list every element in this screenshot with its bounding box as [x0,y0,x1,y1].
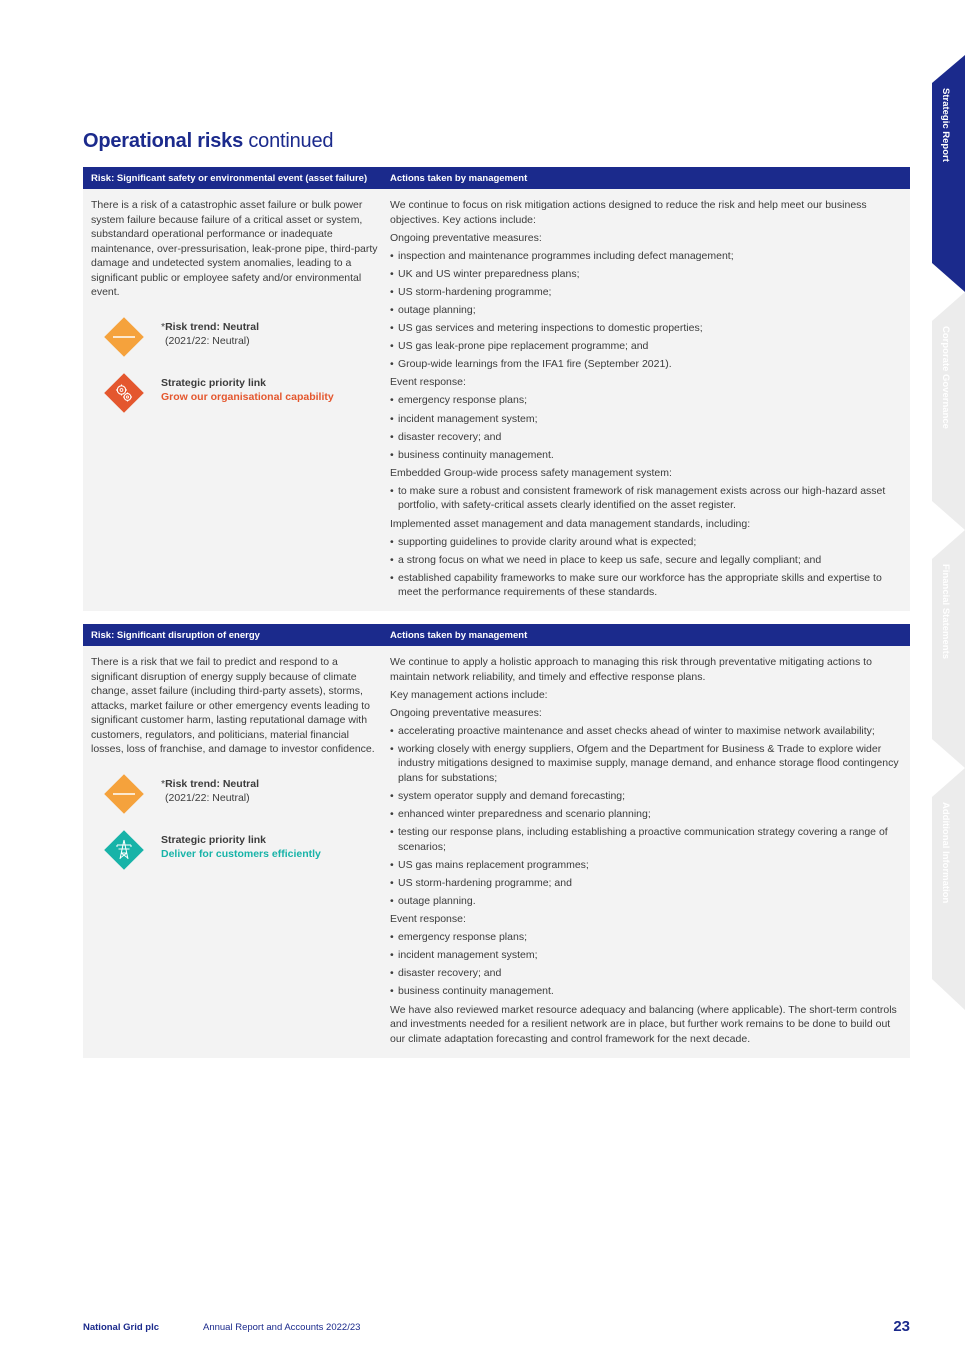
page-number: 23 [893,1318,910,1335]
footer-report-title: Annual Report and Accounts 2022/23 [203,1322,361,1333]
risk-trend-asterisk: * [161,320,166,333]
strategic-priority-heading: Strategic priority link [161,833,267,846]
risk-header-right: Actions taken by management [390,629,528,641]
action-text: We continue to focus on risk mitigation actions designed to reduce the risk and help meet our business objectives. Key actions include: [390,199,867,226]
risk-trend-previous: (2021/22: Neutral) [165,335,250,347]
risk-trend-asterisk: * [161,777,166,790]
action-text: Key management actions include: [390,688,548,701]
action-bullet: • incident management system; [390,948,902,963]
action-text: Embedded Group-wide process safety management system: [390,466,672,479]
risk-trend-label [161,777,259,806]
action-text: We have also reviewed market resource adequacy and balancing (where applicable). The short-term controls and investments needed for a resilient network are in place, but further work remains to be done to build out our climate adaptation forecasting and control framework for the next decade. [390,1003,897,1045]
action-bullet: • business continuity management. [390,984,902,999]
action-bullet: • US gas leak-prone pipe replacement programme; and [390,339,902,354]
strategic-priority-value: Deliver for customers efficiently [161,848,321,860]
strategic-priority-label [161,376,334,405]
action-bullet: • emergency response plans; [390,930,902,945]
action-bullet: • outage planning. [390,894,902,909]
strategic-priority-badge [91,370,382,416]
action-bullet: • US gas mains replacement programmes; [390,858,902,873]
strategic-priority-label [161,833,321,862]
risk-description-column [83,646,390,1058]
action-bullet: • incident management system; [390,412,902,427]
page-title [83,130,333,153]
risk-header-left: Risk: Significant disruption of energy [91,629,260,641]
action-bullet: • system operator supply and demand forecasting; [390,789,902,804]
risk-trend-text: Risk trend: Neutral [165,777,260,790]
risk-description: There is a risk that we fail to predict and respond to a significant disruption of energy supply because of climate change, asset failure (including third-party assets), storms, attacks, market failure or other emergency events leading to significant customer harm, lasting reputational damage with customers, regulators, and politicians, material financial losses, loss of franchise, and damage to investor confidence. [91,656,375,755]
neutral-trend-icon [101,314,145,358]
risk-trend-badge [91,771,382,817]
strategic-priority-value: Grow our organisational capability [161,391,334,403]
action-bullet: • emergency response plans; [390,393,902,408]
action-bullet: • US storm-hardening programme; and [390,876,902,891]
action-text: We continue to apply a holistic approach to managing this risk through preventative mitigating actions to maintain network reliability, and timely and effective response plans. [390,656,872,683]
strategic-priority-badge [91,827,382,873]
sidebar-label-additional-information[interactable]: Additional Information [940,802,951,904]
actions-column [390,189,910,611]
action-bullet: • disaster recovery; and [390,966,902,981]
risk-table-header [83,167,910,189]
page-title-strong: Operational risks [83,130,243,152]
risk-header-left: Risk: Significant safety or environmental event (asset failure) [91,172,368,184]
sidebar-label-corporate-governance[interactable]: Corporate Governance [940,326,951,429]
action-text: Ongoing preventative measures: [390,231,542,244]
action-bullet: • US storm-hardening programme; [390,285,902,300]
action-text: Event response: [390,913,466,926]
risk-trend-label [161,320,259,349]
gears-icon [101,370,145,414]
action-bullet: • US gas services and metering inspections to domestic properties; [390,321,902,336]
action-text: Ongoing preventative measures: [390,706,542,719]
action-bullet: • inspection and maintenance programmes including defect management; [390,249,902,264]
actions-column [390,646,910,1058]
action-bullet: • a strong focus on what we need in place to keep us safe, secure and legally compliant; and [390,553,902,568]
sidebar-label-strategic-report[interactable]: Strategic Report [940,88,951,162]
risk-description-column [83,189,390,611]
strategic-priority-heading: Strategic priority link [161,376,267,389]
action-bullet: • testing our response plans, including establishing a proactive communication strategy covering a range of scenarios; [390,825,902,854]
action-bullet: • to make sure a robust and consistent framework of risk management exists across our high-hazard asset portfolio, with safety-critical assets clearly identified on the asset register. [390,484,902,513]
page-title-rest: continued [243,130,334,152]
risk-table-header [83,624,910,646]
risk-description: There is a risk of a catastrophic asset failure or bulk power system failure because failure of a critical asset or system, substandard operational performance or inadequate maintenance, over-pressurisation, leak-prone pipe, third-party damage and undetected system anomalies, leading to a significant public or employee safety and/or environmental event. [91,199,378,298]
action-bullet: • business continuity management. [390,448,902,463]
action-bullet: • outage planning; [390,303,902,318]
action-bullet: • enhanced winter preparedness and scenario planning; [390,807,902,822]
neutral-trend-icon [101,771,145,815]
pylon-icon [101,827,145,871]
action-bullet: • Group-wide learnings from the IFA1 fire (September 2021). [390,357,902,372]
action-text: Event response: [390,376,466,389]
footer-company: National Grid plc [83,1322,160,1333]
action-bullet: • working closely with energy suppliers, Ofgem and the Department for Business & Trade to explore wider industry mitigations designed to maximise supply, manage demand, and enhance storage flood contingency plans for substations; [390,742,902,786]
action-bullet: • UK and US winter preparedness plans; [390,267,902,282]
risk-header-right: Actions taken by management [390,172,528,184]
action-bullet: • supporting guidelines to provide clarity around what is expected; [390,535,902,550]
sidebar-label-financial-statements[interactable]: Financial Statements [940,564,951,660]
risk-trend-badge [91,314,382,360]
action-bullet: • disaster recovery; and [390,430,902,445]
action-text: Implemented asset management and data management standards, including: [390,517,751,530]
risk-trend-previous: (2021/22: Neutral) [165,792,250,804]
action-bullet: • accelerating proactive maintenance and asset checks ahead of winter to maximise network availability; [390,724,902,739]
risk-table-asset-failure [83,167,910,611]
risk-trend-text: Risk trend: Neutral [165,320,260,333]
action-bullet: • established capability frameworks to make sure our workforce has the appropriate skills and expertise to meet the performance requirements of these standards. [390,571,902,600]
risk-table-energy-disruption [83,624,910,1058]
